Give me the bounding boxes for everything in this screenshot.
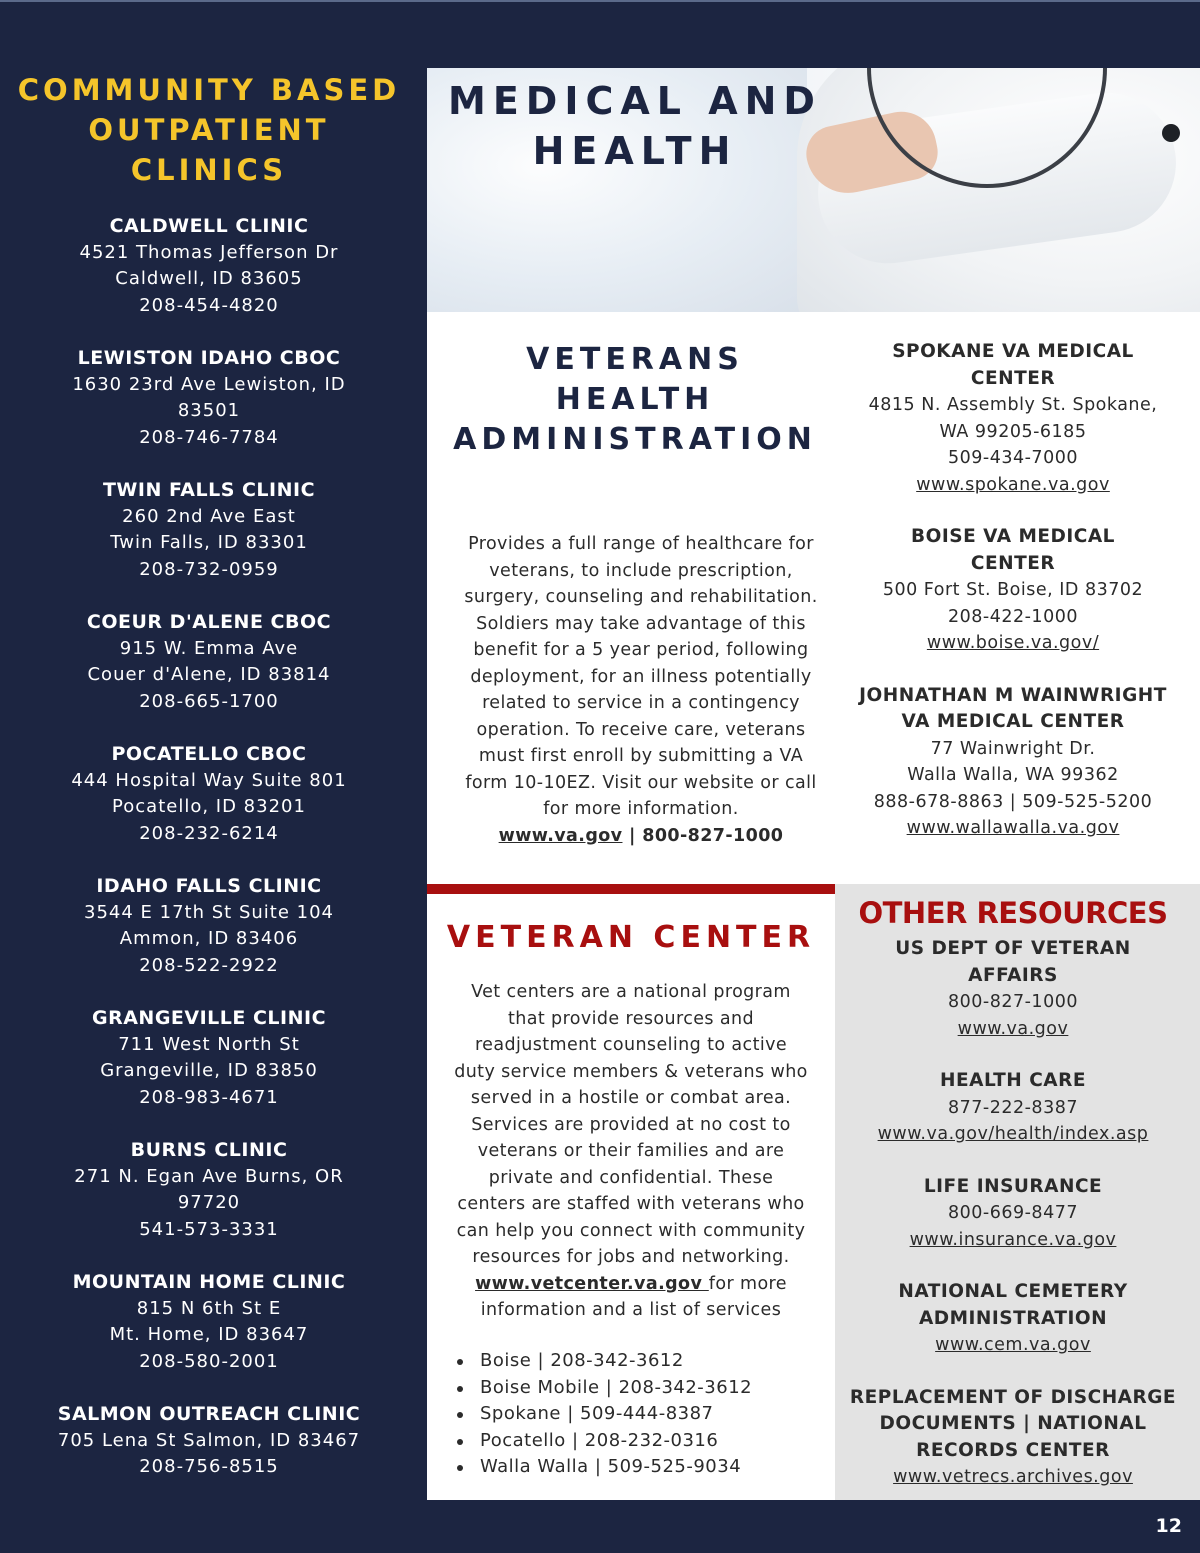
- clinic-name: MOUNTAIN HOME CLINIC: [72, 1271, 346, 1293]
- clinic-detail: 97720: [177, 1192, 241, 1213]
- bullet-icon: [457, 1412, 463, 1418]
- clinic-detail: 208-232-6214: [139, 822, 279, 844]
- clinic-detail: 208-665-1700: [139, 690, 279, 712]
- vha-description-line: surgery, counseling and rehabilitation.: [464, 587, 818, 607]
- veteran-center-description-line: Vet centers are a national program: [471, 982, 791, 1002]
- resource-name: RECORDS CENTER: [916, 1439, 1110, 1461]
- veteran-center-description-line: can help you connect with community: [456, 1220, 806, 1241]
- clinic-detail: 208-756-8515: [139, 1456, 279, 1477]
- medical-center-detail: 888-678-8863 | 509-525-5200: [873, 791, 1153, 812]
- medical-center-detail: 4815 N. Assembly St. Spokane,: [868, 395, 1158, 415]
- resource-link[interactable]: www.va.gov/health/index.asp: [877, 1124, 1149, 1144]
- vha-title-line: VETERANS: [526, 342, 744, 377]
- veteran-center-description-lines: [441, 979, 821, 1271]
- clinic-name: CALDWELL CLINIC: [109, 215, 309, 237]
- clinic-entry: [0, 477, 418, 583]
- resource-name: REPLACEMENT OF DISCHARGE: [849, 1386, 1177, 1408]
- bullet-icon: [457, 1359, 463, 1365]
- medical-center-entry: [847, 339, 1179, 498]
- sidebar-title-line: CLINICS: [130, 153, 288, 187]
- medical-center-entry: [847, 683, 1179, 842]
- vha-description-line: related to service in a contingency: [482, 693, 800, 713]
- clinic-name: COEUR D'ALENE CBOC: [86, 611, 332, 633]
- veteran-center-description-line: readjustment counseling to active: [474, 1035, 788, 1055]
- location-text: Pocatello | 208-232-0316: [480, 1429, 719, 1451]
- clinic-detail: Twin Falls, ID 83301: [110, 532, 308, 553]
- clinic-detail: 444 Hospital Way Suite 801: [71, 769, 347, 791]
- veteran-center-description-line: private and confidential. These: [488, 1167, 774, 1188]
- other-resources-list: [835, 936, 1191, 1517]
- clinic-entry: [0, 741, 418, 847]
- medical-center-link[interactable]: www.boise.va.gov/: [926, 633, 1100, 653]
- clinic-entry: [0, 213, 418, 319]
- clinic-detail: 208-454-4820: [139, 294, 279, 316]
- clinic-detail: 271 N. Egan Ave Burns, OR: [74, 1165, 344, 1187]
- clinics-sidebar: [0, 0, 418, 1553]
- clinic-name: GRANGEVILLE CLINIC: [91, 1007, 327, 1029]
- bullet-icon: [457, 1439, 463, 1445]
- clinic-detail: 260 2nd Ave East: [122, 505, 296, 527]
- medical-center-entry: [847, 524, 1179, 657]
- resource-entry: [835, 1279, 1191, 1359]
- clinic-name: LEWISTON IDAHO CBOC: [77, 347, 341, 369]
- vetcenter-website-link[interactable]: www.vetcenter.va.gov: [475, 1273, 709, 1294]
- clinic-detail: 208-983-4671: [139, 1086, 279, 1108]
- resource-entry: [835, 1068, 1191, 1148]
- resource-name: ADMINISTRATION: [918, 1307, 1108, 1329]
- vha-description-line: for more information.: [543, 799, 739, 819]
- veteran-center-description-line: veterans or their families and are: [477, 1141, 785, 1161]
- clinic-detail: 711 West North St: [118, 1033, 300, 1055]
- veteran-center-description-line: centers are staffed with veterans who: [457, 1194, 805, 1214]
- sidebar-title-line: COMMUNITY BASED: [17, 73, 401, 107]
- resource-name: US DEPT OF VETERAN: [895, 938, 1131, 959]
- medical-center-name: CENTER: [970, 552, 1056, 574]
- clinic-detail: 705 Lena St Salmon, ID 83467: [57, 1429, 361, 1451]
- resource-entry: [835, 1385, 1191, 1491]
- vha-description-line: form 10-10EZ. Visit our website or call: [465, 772, 817, 793]
- medical-center-link[interactable]: www.wallawalla.va.gov: [906, 818, 1120, 838]
- clinic-name: SALMON OUTREACH CLINIC: [57, 1403, 361, 1425]
- clinic-detail: Couer d'Alene, ID 83814: [87, 664, 331, 685]
- hero-banner: [427, 68, 1200, 312]
- clinic-detail: 1630 23rd Ave Lewiston, ID: [72, 373, 346, 395]
- vetcenter-link-suffix: for more: [708, 1273, 787, 1294]
- vha-title-line: HEALTH: [555, 382, 715, 417]
- medical-centers-list: [847, 339, 1179, 868]
- medical-center-detail: 208-422-1000: [948, 606, 1078, 627]
- clinic-detail: 541-573-3331: [139, 1218, 279, 1240]
- veteran-center-description-line: Services are provided at no cost to: [471, 1114, 791, 1135]
- veteran-center-title: VETERAN CENTER: [446, 920, 816, 955]
- veteran-center-description-line: served in a hostile or combat area.: [470, 1088, 792, 1108]
- hero-title: [427, 76, 843, 176]
- vha-description-line: Soldiers may take advantage of this: [476, 613, 806, 634]
- sidebar-title-line: OUTPATIENT: [88, 113, 330, 147]
- clinic-detail: 208-746-7784: [139, 426, 279, 448]
- resource-entry: [835, 936, 1191, 1042]
- vha-description-line: deployment, for an illness potentially: [470, 666, 812, 687]
- page-number: 12: [1155, 1515, 1182, 1537]
- medical-center-name: CENTER: [970, 367, 1056, 389]
- clinic-detail: Pocatello, ID 83201: [112, 796, 306, 817]
- bullet-icon: [457, 1465, 463, 1471]
- location-text: Spokane | 509-444-8387: [480, 1403, 714, 1424]
- medical-center-name: JOHNATHAN M WAINWRIGHT: [859, 684, 1167, 706]
- vha-description-line: benefit for a 5 year period, following: [473, 640, 809, 660]
- location-item: [455, 1375, 825, 1402]
- vha-description-line: operation. To receive care, veterans: [476, 719, 806, 740]
- resource-link[interactable]: www.cem.va.gov: [935, 1335, 1091, 1355]
- vha-title-line: ADMINISTRATION: [453, 422, 817, 457]
- location-text: Walla Walla | 509-525-9034: [480, 1456, 742, 1477]
- clinic-detail: 3544 E 17th St Suite 104: [84, 901, 334, 923]
- vha-section: [427, 312, 1200, 884]
- medical-center-detail: WA 99205-6185: [939, 421, 1087, 442]
- clinic-entry: [0, 1005, 418, 1111]
- resource-link[interactable]: www.insurance.va.gov: [909, 1229, 1117, 1250]
- vha-contact: [449, 823, 833, 850]
- vha-description-line: Provides a full range of healthcare for: [468, 534, 814, 554]
- vha-title: [427, 340, 843, 460]
- location-item: [455, 1428, 825, 1455]
- vha-separator: |: [622, 825, 643, 846]
- clinic-entry: [0, 873, 418, 979]
- location-item: [455, 1348, 825, 1375]
- clinic-detail: 208-522-2922: [139, 954, 279, 976]
- stethoscope-end-image: [1162, 124, 1180, 142]
- vha-phone: 800-827-1000: [642, 825, 784, 846]
- clinic-detail: 208-580-2001: [139, 1350, 279, 1372]
- resource-link[interactable]: www.vetrecs.archives.gov: [893, 1467, 1133, 1487]
- clinic-detail: 4521 Thomas Jefferson Dr: [79, 241, 339, 263]
- medical-center-name: SPOKANE VA MEDICAL: [892, 341, 1134, 362]
- resource-link[interactable]: www.va.gov: [957, 1018, 1069, 1039]
- veteran-center-section: [427, 894, 835, 1500]
- medical-center-detail: 500 Fort St. Boise, ID 83702: [882, 580, 1144, 600]
- vha-description-line: must first enroll by submitting a VA: [478, 746, 804, 766]
- resource-entry: [835, 1174, 1191, 1254]
- medical-center-detail: 77 Wainwright Dr.: [930, 738, 1096, 759]
- clinic-entry: [0, 345, 418, 451]
- vha-website-link[interactable]: www.va.gov: [498, 825, 623, 846]
- medical-center-name: VA MEDICAL CENTER: [901, 711, 1125, 732]
- clinic-list: [0, 213, 418, 1507]
- sidebar-title: [0, 70, 418, 190]
- resource-phone: 800-827-1000: [948, 992, 1078, 1012]
- location-text: Boise Mobile | 208-342-3612: [480, 1376, 753, 1398]
- location-item: [455, 1454, 825, 1481]
- medical-center-detail: Walla Walla, WA 99362: [907, 765, 1119, 785]
- clinic-detail: 83501: [177, 400, 241, 421]
- resource-name: HEALTH CARE: [940, 1070, 1086, 1091]
- clinic-detail: Grangeville, ID 83850: [100, 1060, 318, 1081]
- hero-title-line: HEALTH: [532, 129, 738, 173]
- location-item: [455, 1401, 825, 1428]
- veteran-center-description-line: that provide resources and: [507, 1008, 755, 1029]
- veteran-center-link-line: [441, 1271, 821, 1298]
- medical-center-name: BOISE VA MEDICAL: [911, 526, 1115, 547]
- clinic-entry: [0, 1137, 418, 1243]
- vha-description-line: veterans, to include prescription,: [489, 560, 793, 581]
- clinic-name: BURNS CLINIC: [130, 1139, 288, 1161]
- clinic-name: IDAHO FALLS CLINIC: [96, 875, 322, 897]
- red-divider: [427, 884, 835, 894]
- veteran-center-description-line: duty service members & veterans who: [454, 1061, 808, 1082]
- medical-center-link[interactable]: www.spokane.va.gov: [916, 474, 1110, 495]
- medical-center-detail: 509-434-7000: [948, 448, 1078, 468]
- clinic-name: POCATELLO CBOC: [111, 743, 307, 765]
- other-resources-title: OTHER RESOURCES: [858, 896, 1168, 930]
- resource-name: DOCUMENTS | NATIONAL: [879, 1413, 1147, 1434]
- resource-name: NATIONAL CEMETERY: [898, 1281, 1128, 1302]
- clinic-name: TWIN FALLS CLINIC: [102, 479, 316, 501]
- clinic-entry: [0, 1269, 418, 1375]
- veteran-center-last-line: information and a list of services: [480, 1300, 782, 1320]
- resource-name: LIFE INSURANCE: [923, 1175, 1103, 1197]
- clinic-detail: Mt. Home, ID 83647: [109, 1324, 309, 1345]
- bullet-icon: [457, 1386, 463, 1392]
- other-resources-section: [835, 884, 1200, 1500]
- location-text: Boise | 208-342-3612: [480, 1350, 684, 1371]
- veteran-center-description: [441, 979, 821, 1324]
- resource-phone: 877-222-8387: [948, 1097, 1078, 1118]
- clinic-detail: Ammon, ID 83406: [119, 928, 299, 949]
- clinic-detail: Caldwell, ID 83605: [115, 268, 303, 289]
- clinic-entry: [0, 609, 418, 715]
- vha-description: [449, 531, 833, 849]
- veteran-center-locations: [455, 1348, 825, 1481]
- resource-name: AFFAIRS: [968, 964, 1058, 986]
- hero-title-line: MEDICAL AND: [448, 79, 822, 123]
- vha-description-lines: [449, 531, 833, 823]
- clinic-entry: [0, 1401, 418, 1481]
- clinic-detail: 915 W. Emma Ave: [119, 637, 299, 659]
- resource-phone: 800-669-8477: [948, 1203, 1078, 1223]
- veteran-center-description-line: resources for jobs and networking.: [472, 1247, 790, 1267]
- clinic-detail: 208-732-0959: [139, 558, 279, 580]
- clinic-detail: 815 N 6th St E: [136, 1297, 282, 1319]
